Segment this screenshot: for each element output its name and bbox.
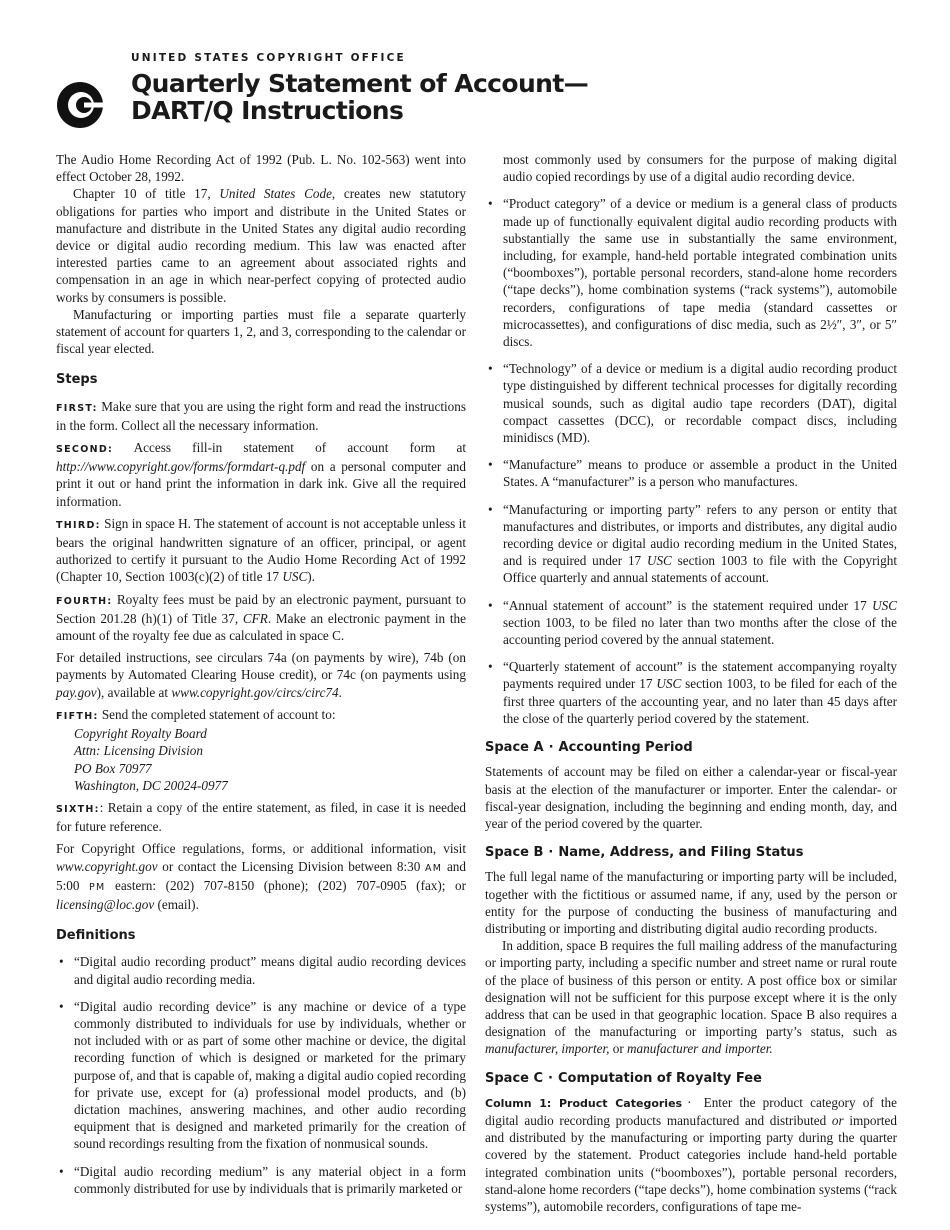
space-b-heading: Space B · Name, Address, and Filing Status [485, 845, 804, 861]
step-sixth: SIXTH:: Retain a copy of the entire statement, as filed, in case it is needed for future reference. [56, 799, 466, 835]
step-fourth: FOURTH: Royalty fees must be paid by an electronic payment, pursuant to Section 201.28 (h)(1) of Title 37, CFR. Make an electronic payment in the amount of the royalty fee due as calculated in space C. [56, 591, 466, 644]
contact-info: For Copyright Office regulations, forms, or additional information, visit www.copyright.gov or contact the Licensing Division between 8:30 AM and 5:00 PM eastern: (202) 707-8150 (phone); (202) 707-0905 (fax); or licensing@loc.gov (email). [56, 841, 466, 912]
title-line-2: DART/Q Instructions [131, 96, 404, 125]
steps-heading: Steps [56, 372, 98, 388]
page-title [131, 70, 588, 124]
step-fifth: FIFTH: Send the completed statement of account to: [56, 706, 336, 722]
intro-paragraph: The Audio Home Recording Act of 1992 (Pub. L. No. 102-563) went into effect October 28, 1992. [56, 152, 466, 185]
circ74-link[interactable]: www.copyright.gov/circs/circ74 [171, 684, 339, 700]
space-b-text: The full legal name of the manufacturing or importing party will be included, together with the fictitious or assumed name, if any, used by the person or entity for the purpose of conducting the business of manufacturing and distributing or importing and distributing digital audio recording products. [485, 869, 897, 936]
form-url-link[interactable]: http://www.copyright.gov/forms/formdart-q.pdf [56, 459, 306, 475]
intro-paragraph: Manufacturing or importing parties must file a separate quarterly statement of account for quarters 1, 2, and 3, corresponding to the calendar or fiscal year elected. [56, 306, 466, 357]
space-c-text: Column 1: Product Categories · Enter the product category of the digital audio recording products manufactured and distributed or imported and distributed by the manufacturing or importing party during the quarter covered by the statement. Product categories include hand-held portable integrated combination units (“boomboxes”), portable personal recorders, stand-alone home recorders (“tape decks”), home combination systems (“rack systems”), automobile recorders, configurations of tape me- [485, 1094, 897, 1214]
step-third: THIRD: Sign in space H. The statement of account is not acceptable unless it bears the original handwritten signature of an officer, principal, or agent authorized to certify it pursuant to the Audio Home Recording Act of 1992 (Chapter 10, Section 1003(c)(2) of title 17 USC). [56, 515, 466, 585]
definition-item: • “Technology” of a device or medium is a digital audio recording product type distinguished by different technical processes for digitally recording musical sounds, such as digital audio tape recorders (DAT), digital compact cassettes (DCC), or recordable compact discs, including minidiscs (MD). [485, 360, 897, 446]
title-line-1: Quarterly Statement of Account— [131, 69, 589, 98]
step-first: FIRST: Make sure that you are using the right form and read the instructions in the form. Collect all the necessary information. [56, 398, 466, 433]
space-a-text: Statements of account may be filed on either a calendar-year or fiscal-year basis at the election of the manufacturer or importer. Enter the calendar- or fiscal-year designation, including the beginning and ending month, day, and year of the period covered by the quarter. [485, 764, 897, 831]
email-link[interactable]: licensing@loc.gov [56, 896, 155, 912]
step-second: SECOND: Access fill-in statement of account form at http://www.copyright.gov/forms/formdart-q.pdf on a personal computer and print it out or hand print the information in dark ink. Give all the required information. [56, 440, 466, 509]
definition-item: • “Digital audio recording medium” is any material object in a form commonly distributed for use by individuals that is primarily marketed or [56, 1163, 466, 1197]
definition-item: • “Digital audio recording device” is any machine or device of a type commonly distributed to individuals for use by individuals, whether or not included with or as part of some other machine or device, the digital recording function of which is designed or marketed for the primary purpose of, and that is capable of, making a digital audio copied recording for private use, except for (a) professional model products, and (b) dictation machines, answering machines, and other audio recording equipment that is designed and marketed primarily for the creation of sound recordings resulting from the fixation of nonmusical sounds. [56, 998, 466, 1153]
definition-item: • “Annual statement of account” is the statement required under 17 USC section 1003, to be filed no later than two months after the close of the accounting period covered by the annual statement. [485, 597, 897, 649]
intro-paragraph: Chapter 10 of title 17, United States Code, creates new statutory obligations for parties who import and distribute in the United States or manufacture and distribute in the United States any digital audio recording device or digital audio recording medium. This law was enacted after interested parties came to an agreement about associated rights and compensation in an age in which near-perfect copying of protected audio works by consumers is possible. [56, 186, 466, 305]
definition-item: • “Quarterly statement of account” is the statement accompanying royalty payments required under 17 USC section 1003, to be filed for each of the first three quarters of the accounting year, and no later than 45 days after the close of the quarterly period covered by the statement. [485, 658, 897, 727]
space-a-heading: Space A · Accounting Period [485, 740, 693, 756]
mailing-address: Copyright Royalty Board Attn: Licensing Division PO Box 70977 Washington, DC 20024-0977 [74, 726, 228, 793]
definition-item: • “Digital audio recording product” means digital audio recording devices and digital audio recording media. [56, 953, 466, 987]
space-c-heading: Space C · Computation of Royalty Fee [485, 1070, 762, 1086]
definition-item: • “Manufacturing or importing party” refers to any person or entity that manufactures and distributes, or imports and distributes, any digital audio recording device or digital audio recording medium in the United States, and is required under 17 USC section 1003 to file with the Copyright Office quarterly and annual statements of account. [485, 501, 897, 587]
paygov-link[interactable]: pay.gov [56, 684, 97, 700]
definitions-heading: Definitions [56, 928, 136, 944]
definition-continued: most commonly used by consumers for the purpose of making digital audio copied recordings by use of a digital audio recording device. [503, 152, 897, 185]
left-column [56, 151, 466, 1207]
definition-item: • “Product category” of a device or medium is a general class of products made up of functionally equivalent digital audio recording products with substantially the same use in substantially the same environment, including, for example, hand-held portable integrated combination units (“boomboxes”), portable personal recorders, stand-alone home recorders (“tape decks”), home combination systems (“rack systems”), automobile recorders, configurations of tape media (standard cassettes or microcassettes), and configurations of disc media, such as 2½″, 3″, or 5″ discs. [485, 195, 897, 350]
space-b-text: In addition, space B requires the full mailing address of the manufacturing or importing party, including a specific number and street name or rural route of the place of business of this person or entity. A post office box or similar designation will not be sufficient for this purpose except where it is the only address that can be used in that geographic location. Space B also requires a designation of the manufacturing or importing party’s status, such as manufacturer, importer, or manufacturer and importer. [485, 938, 897, 1057]
definition-item: • “Manufacture” means to produce or assemble a product in the United States. A “manufacturer” is a person who manufactures. [485, 456, 897, 490]
copyright-gov-link[interactable]: www.copyright.gov [56, 858, 158, 874]
payment-detail: For detailed instructions, see circulars 74a (on payments by wire), 74b (on payments by Automated Clearing House credit), or 74c (on payments using pay.gov), available at www.copyright.gov/circs/circ74. [56, 650, 466, 700]
right-column [485, 151, 897, 1220]
copyright-office-logo-icon [55, 80, 105, 130]
office-name: UNITED STATES COPYRIGHT OFFICE [131, 52, 406, 64]
